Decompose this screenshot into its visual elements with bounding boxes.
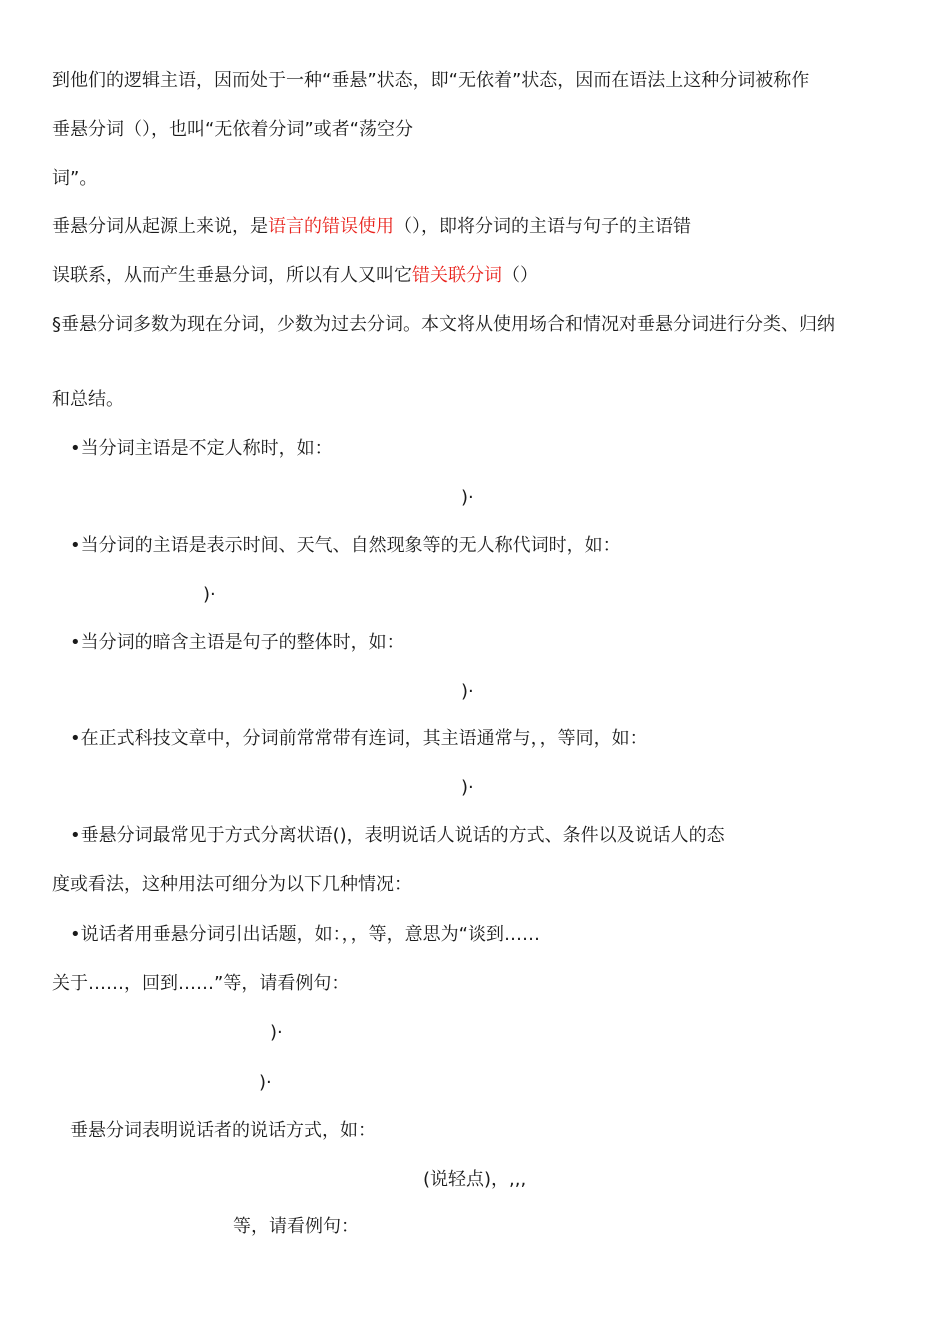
plain-text: （），即将分词的主语与句子的主语错 [394, 216, 691, 237]
example-placeholder: )· [270, 1022, 283, 1043]
paragraph-line: §垂悬分词多数为现在分词，少数为过去分词。本文将从使用场合和情况对垂悬分词进行分类、归纳 [52, 314, 835, 335]
paragraph-line: 和总结。 [52, 389, 124, 410]
paragraph-line: 垂悬分词（），也叫“无依着分词”或者“荡空分 [52, 119, 413, 140]
paragraph-line: 垂悬分词表明说话者的说话方式，如： [70, 1120, 376, 1141]
paragraph-line: 到他们的逻辑主语，因而处于一种“垂悬”状态，即“无依着”状态，因而在语法上这种分词被称作 [52, 70, 810, 91]
paragraph-line [52, 215, 691, 239]
paragraph-line: 关于……，回到……”等，请看例句： [52, 973, 350, 994]
paragraph-line: 度或看法，这种用法可细分为以下几种情况： [52, 874, 412, 895]
bullet-item: •当分词的主语是表示时间、天气、自然现象等的无人称代词时，如： [70, 535, 621, 556]
example-placeholder: )· [203, 584, 216, 605]
plain-text: （） [502, 265, 538, 286]
bullet-item: •说话者用垂悬分词引出话题，如：，，等，意思为“谈到…… [70, 924, 540, 945]
highlighted-term: 错关联分词 [412, 265, 502, 286]
bullet-item: •垂悬分词最常见于方式分离状语()，表明说话人说话的方式、条件以及说话人的态 [70, 825, 725, 846]
bullet-item: •当分词的暗含主语是句子的整体时，如： [70, 632, 405, 653]
paragraph-line [52, 264, 538, 288]
plain-text: 垂悬分词从起源上来说，是 [52, 216, 268, 237]
highlighted-term: 语言的错误使用 [268, 216, 394, 237]
bullet-item: •在正式科技文章中，分词前常常带有连词，其主语通常与，，等同，如： [70, 728, 648, 749]
plain-text: 误联系，从而产生垂悬分词，所以有人又叫它 [52, 265, 412, 286]
bullet-item: •当分词主语是不定人称时，如： [70, 438, 333, 459]
example-placeholder: )· [461, 777, 474, 798]
example-placeholder: )· [461, 681, 474, 702]
example-placeholder: )· [259, 1072, 272, 1093]
paragraph-line: 词”。 [52, 168, 98, 189]
example-placeholder: (说轻点)，,,, [423, 1169, 527, 1190]
example-placeholder: )· [461, 487, 474, 508]
paragraph-line: 等，请看例句： [233, 1216, 359, 1237]
